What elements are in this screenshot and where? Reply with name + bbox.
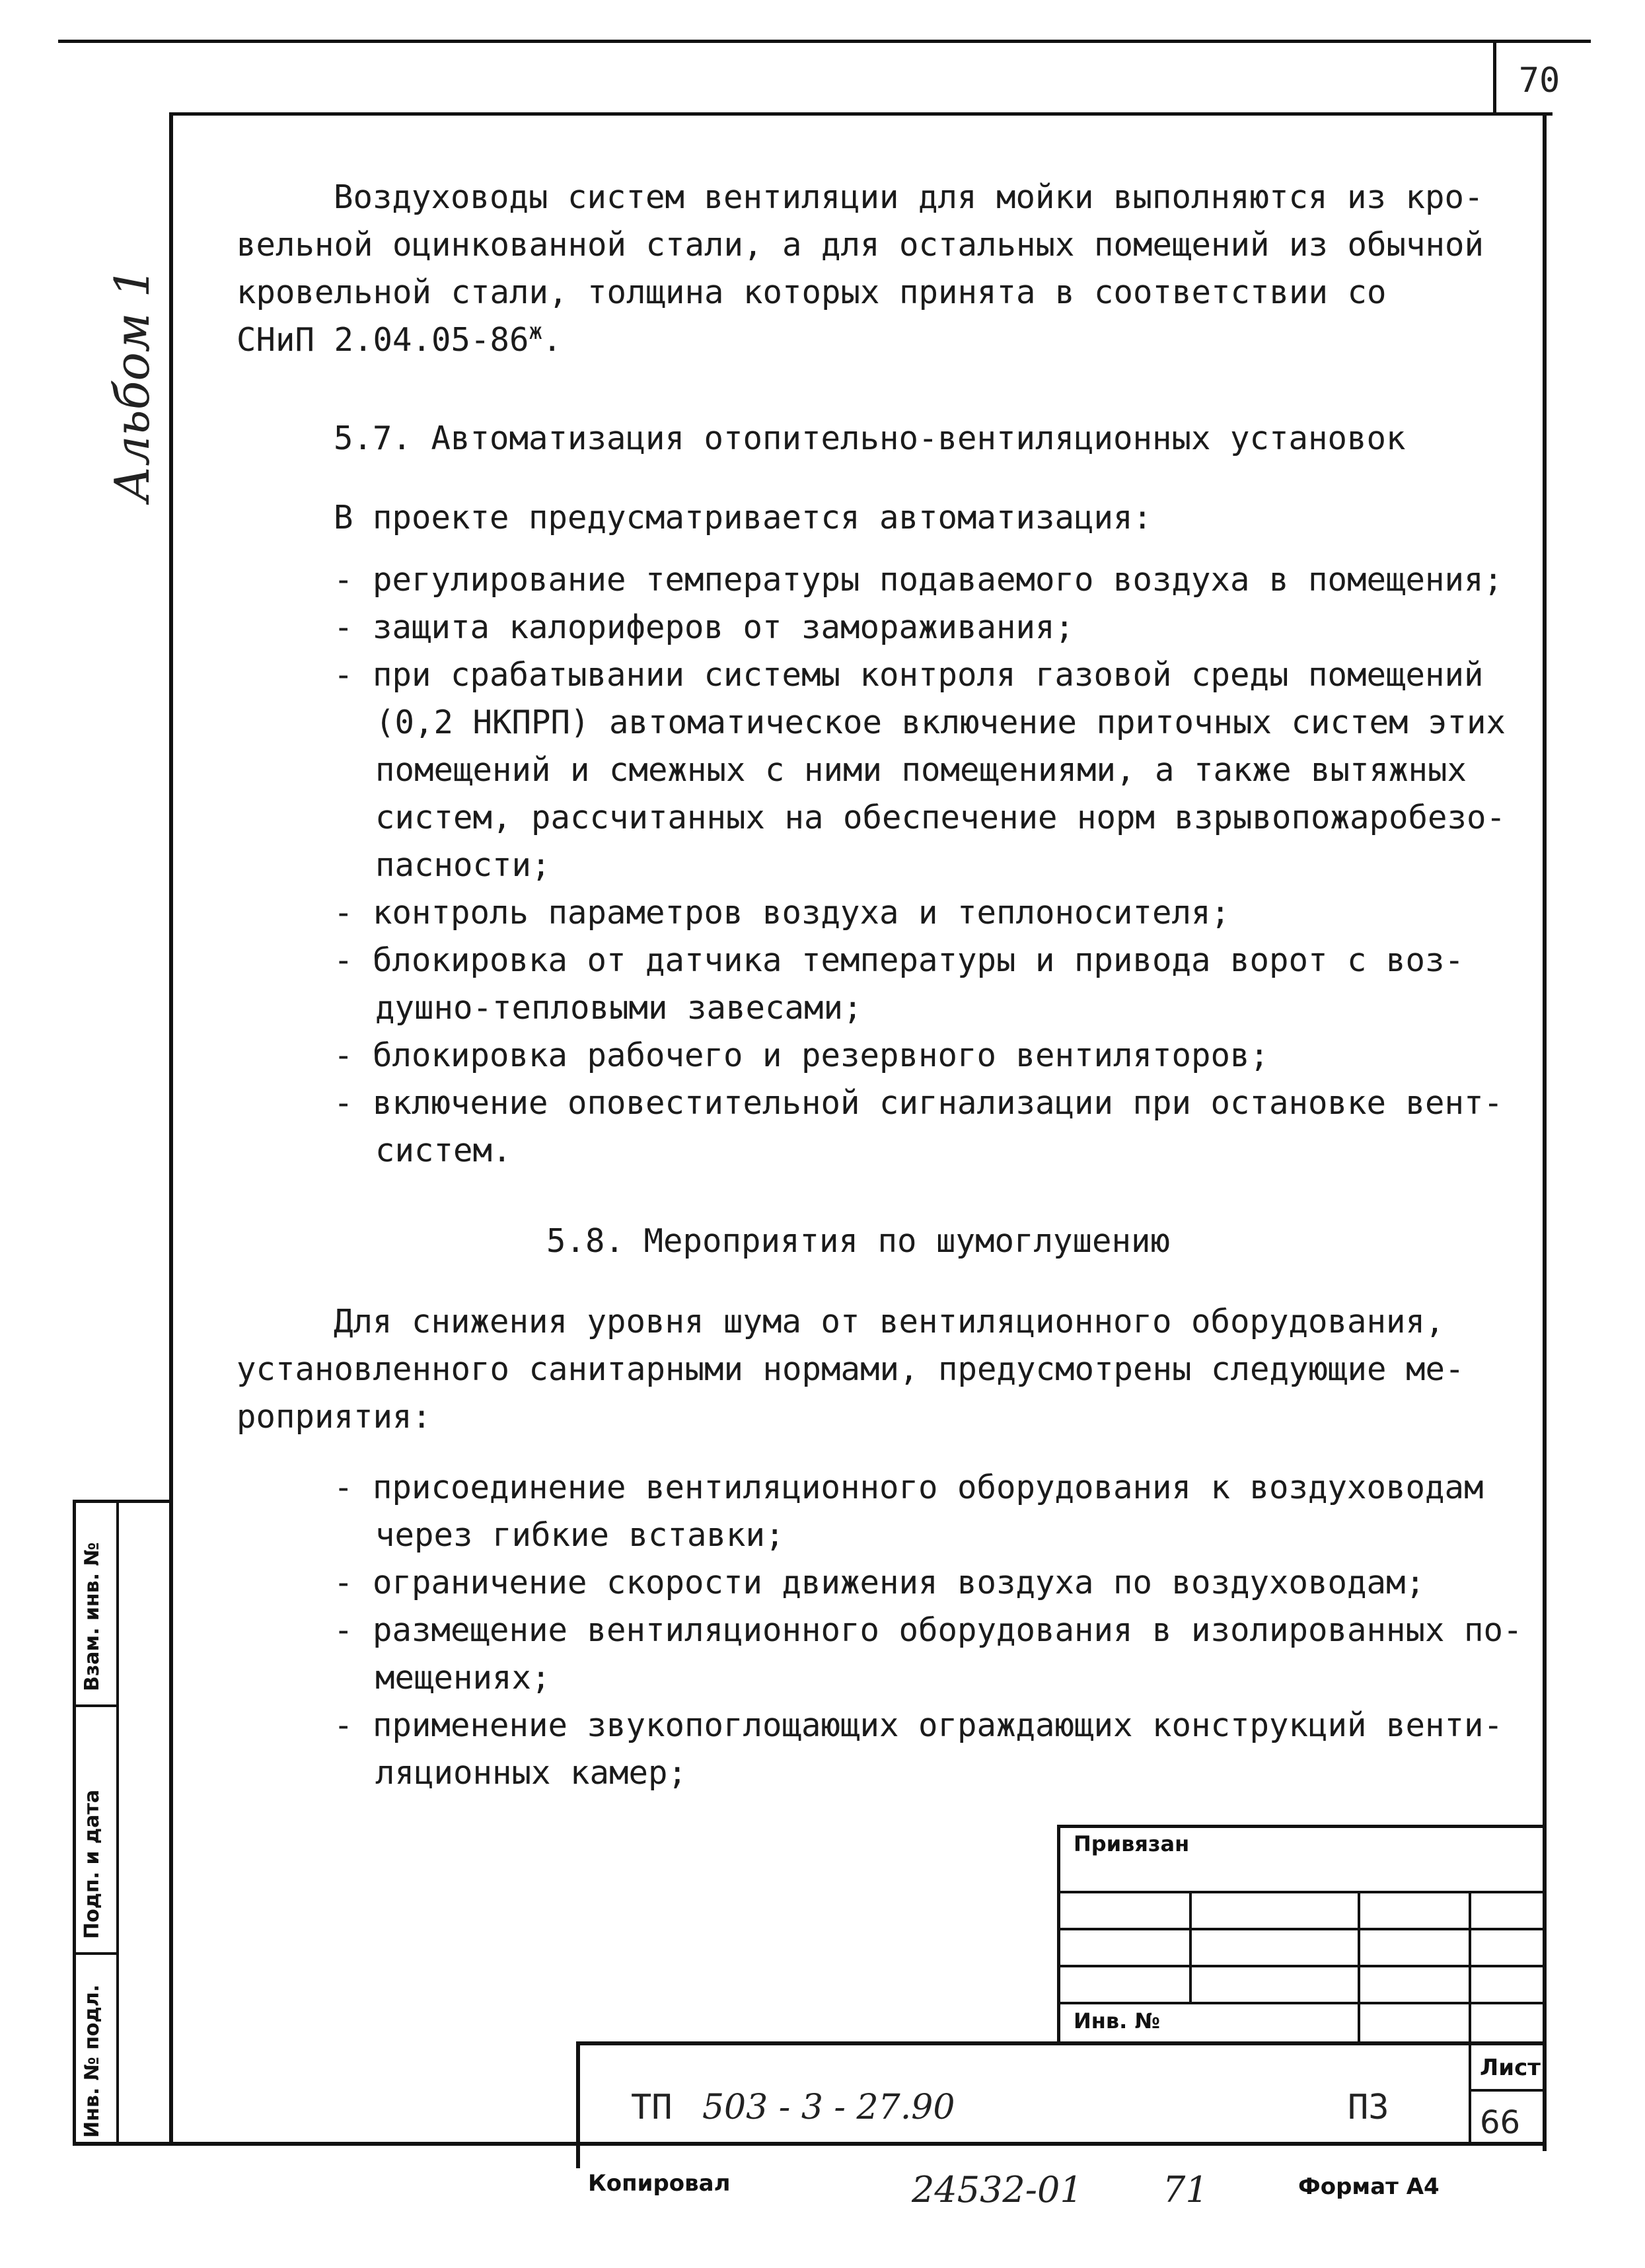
snip-superscript: ж — [529, 318, 542, 345]
list-item-cont: душно-тепловыми завесами; — [375, 989, 863, 1027]
privyazan-label: Привязан — [1074, 1831, 1190, 1856]
list-item-cont: помещений и смежных с ними помещениями, а также вытяжных — [375, 751, 1467, 789]
list-item: - блокировка рабочего и резервного вентиляторов; — [334, 1037, 1270, 1074]
list-item-cont: через гибкие вставки; — [375, 1516, 785, 1554]
list-item: - включение оповестительной сигнализации при остановке вент- — [334, 1084, 1504, 1122]
inv-podl-label: Инв. № подл. — [81, 1984, 104, 2138]
list-item-cont: систем, рассчитанных на обеспечение норм взрывопожаробезо- — [375, 799, 1506, 836]
doc-prefix: ТП — [631, 2088, 673, 2127]
snip-end: . — [542, 321, 562, 359]
list-item: - контроль параметров воздуха и теплоносителя; — [334, 894, 1231, 932]
list-item-cont: мещениях; — [375, 1659, 551, 1697]
frame-left — [169, 112, 173, 2146]
album-label: Альбом 1 — [104, 267, 160, 502]
list-item: - при срабатывании системы контроля газовой среды помещений — [334, 656, 1484, 694]
list-item: - применение звукопоглощающих ограждающих конструкций венти- — [334, 1706, 1504, 1744]
list-item-cont: пасности; — [375, 846, 551, 884]
paragraph-line: установленного санитарными нормами, предусмотрены следующие ме- — [237, 1350, 1465, 1388]
list-item: - присоединение вентиляционного оборудования к воздуховодам — [334, 1469, 1484, 1506]
doc-type: ПЗ — [1348, 2088, 1389, 2127]
section-heading-5-7: 5.7. Автоматизация отопительно-вентиляционных установок — [334, 420, 1406, 457]
paragraph-line: Для снижения уровня шума от вентиляционного оборудования, — [334, 1303, 1445, 1340]
handwritten-number: 24532-01 — [912, 2169, 1083, 2211]
list-item: - блокировка от датчика температуры и привода ворот с воз- — [334, 941, 1465, 979]
vzam-inv-label: Взам. инв. № — [81, 1542, 104, 1691]
page-number: 70 — [1518, 61, 1560, 100]
frame-right — [1543, 112, 1547, 2151]
list-item-cont: ляционных камер; — [375, 1754, 688, 1792]
paragraph-line-snip — [237, 316, 562, 363]
paragraph-line: роприятия: — [237, 1398, 432, 1436]
list-number: 66 — [1480, 2104, 1521, 2141]
frame-bottom — [73, 2142, 1546, 2146]
paragraph-line: кровельной стали, толщина которых принята в соответствии со — [237, 274, 1387, 311]
paragraph-line: вельной оцинкованной стали, а для остальных помещений из обычной — [237, 226, 1484, 264]
section-intro: В проекте предусматривается автоматизация: — [334, 499, 1153, 536]
frame-top — [170, 112, 1553, 116]
snip-reference: СНиП 2.04.05-86 — [237, 321, 529, 359]
kopiroval-label: Копировал — [588, 2170, 731, 2197]
list-item: - ограничение скорости движения воздуха по воздуховодам; — [334, 1564, 1426, 1601]
podp-data-label: Подп. и дата — [81, 1789, 104, 1939]
list-item: - регулирование температуры подаваемого воздуха в помещения; — [334, 561, 1504, 599]
list-item: - защита калориферов от замораживания; — [334, 608, 1075, 646]
inv-no-label: Инв. № — [1074, 2008, 1160, 2033]
format-label: Формат А4 — [1298, 2174, 1440, 2200]
list-label: Лист — [1480, 2055, 1541, 2081]
doc-number: 503 - 3 - 27.90 — [702, 2088, 955, 2127]
paragraph-line: Воздуховоды систем вентиляции для мойки выполняются из кро- — [334, 178, 1484, 216]
section-heading-5-8: 5.8. Мероприятия по шумоглушению — [546, 1222, 1171, 1260]
list-item: - размещение вентиляционного оборудования в изолированных по- — [334, 1611, 1523, 1649]
list-item-cont: систем. — [375, 1132, 512, 1169]
document-code — [631, 2088, 955, 2127]
top-rule — [58, 40, 1591, 43]
list-item-cont: (0,2 НКПРП) автоматическое включение приточных систем этих — [375, 704, 1506, 741]
handwritten-page: 71 — [1163, 2169, 1208, 2211]
